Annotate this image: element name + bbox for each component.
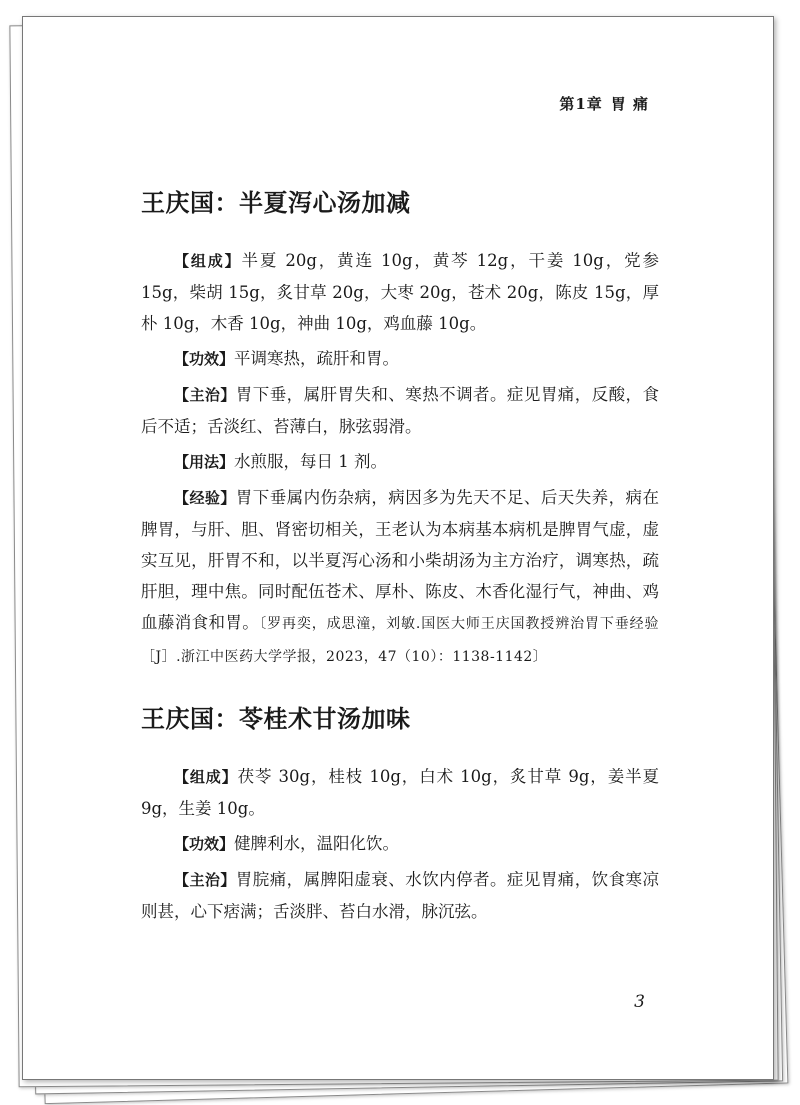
entry-composition bbox=[141, 761, 659, 824]
entry-text: 平调寒热，疏肝和胃。 bbox=[234, 349, 400, 368]
entry-label: 【经验】 bbox=[174, 489, 236, 507]
prescription-section bbox=[141, 185, 659, 673]
entry-indication bbox=[141, 864, 659, 927]
entry-text: 水煎服，每日 1 剂。 bbox=[234, 452, 388, 471]
entry-usage bbox=[141, 446, 659, 478]
chapter-topic: 胃 痛 bbox=[610, 95, 649, 113]
running-header bbox=[559, 93, 649, 114]
entry-label: 【主治】 bbox=[174, 871, 236, 889]
entry-label: 【主治】 bbox=[174, 386, 236, 404]
entry-experience bbox=[141, 482, 659, 673]
document-page bbox=[22, 16, 774, 1080]
entry-text: 胃下垂属内伤杂病，病因多为先天不足、后天失养，病在脾胃，与肝、胆、肾密切相关，王老认为本病基本病机是脾胃气虚，虚实互见，肝胃不和，以半夏泻心汤和小柴胡汤为主方治疗，调寒热，疏肝胆，理中焦。同时配伍苍术、厚朴、陈皮、木香化湿行气，神曲、鸡血藤消食和胃。 bbox=[141, 488, 659, 632]
prescription-section bbox=[141, 701, 659, 927]
entry-text: 茯苓 30g，桂枝 10g，白术 10g，炙甘草 9g，姜半夏 9g，生姜 10g。 bbox=[141, 767, 659, 818]
section-title: 王庆国：苓桂术甘汤加味 bbox=[141, 705, 411, 733]
entry-label: 【功效】 bbox=[174, 835, 235, 853]
entry-text: 健脾利水，温阳化饮。 bbox=[234, 834, 400, 853]
entry-efficacy bbox=[141, 828, 659, 860]
entry-efficacy bbox=[141, 343, 659, 375]
citation-reference: 〔罗再奕，成思潼，刘敏.国医大师王庆国教授辨治胃下垂经验［J］.浙江中医药大学学报，2023，47（10）：1138-1142〕 bbox=[141, 616, 659, 665]
entry-label: 【用法】 bbox=[174, 453, 235, 471]
page-content bbox=[141, 185, 659, 931]
page-number: 3 bbox=[634, 992, 645, 1012]
section-title: 王庆国：半夏泻心汤加减 bbox=[141, 189, 411, 217]
entry-label: 【功效】 bbox=[174, 350, 235, 368]
entry-indication bbox=[141, 379, 659, 442]
entry-text: 半夏 20g，黄连 10g，黄芩 12g，干姜 10g，党参 15g，柴胡 15g，炙甘草 20g，大枣 20g，苍术 20g，陈皮 15g，厚朴 10g，木香 10g，神曲 10g，鸡血藤 10g。 bbox=[141, 251, 659, 333]
entry-composition bbox=[141, 245, 659, 339]
chapter-number: 第1章 bbox=[559, 95, 603, 113]
entry-text: 胃脘痛，属脾阳虚衰、水饮内停者。症见胃痛，饮食寒凉则甚，心下痞满；舌淡胖、苔白水滑，脉沉弦。 bbox=[141, 870, 659, 921]
entry-text: 胃下垂，属肝胃失和、寒热不调者。症见胃痛，反酸，食后不适；舌淡红、苔薄白，脉弦弱滑。 bbox=[141, 385, 659, 436]
entry-label: 【组成】 bbox=[174, 252, 242, 270]
entry-label: 【组成】 bbox=[174, 768, 238, 786]
